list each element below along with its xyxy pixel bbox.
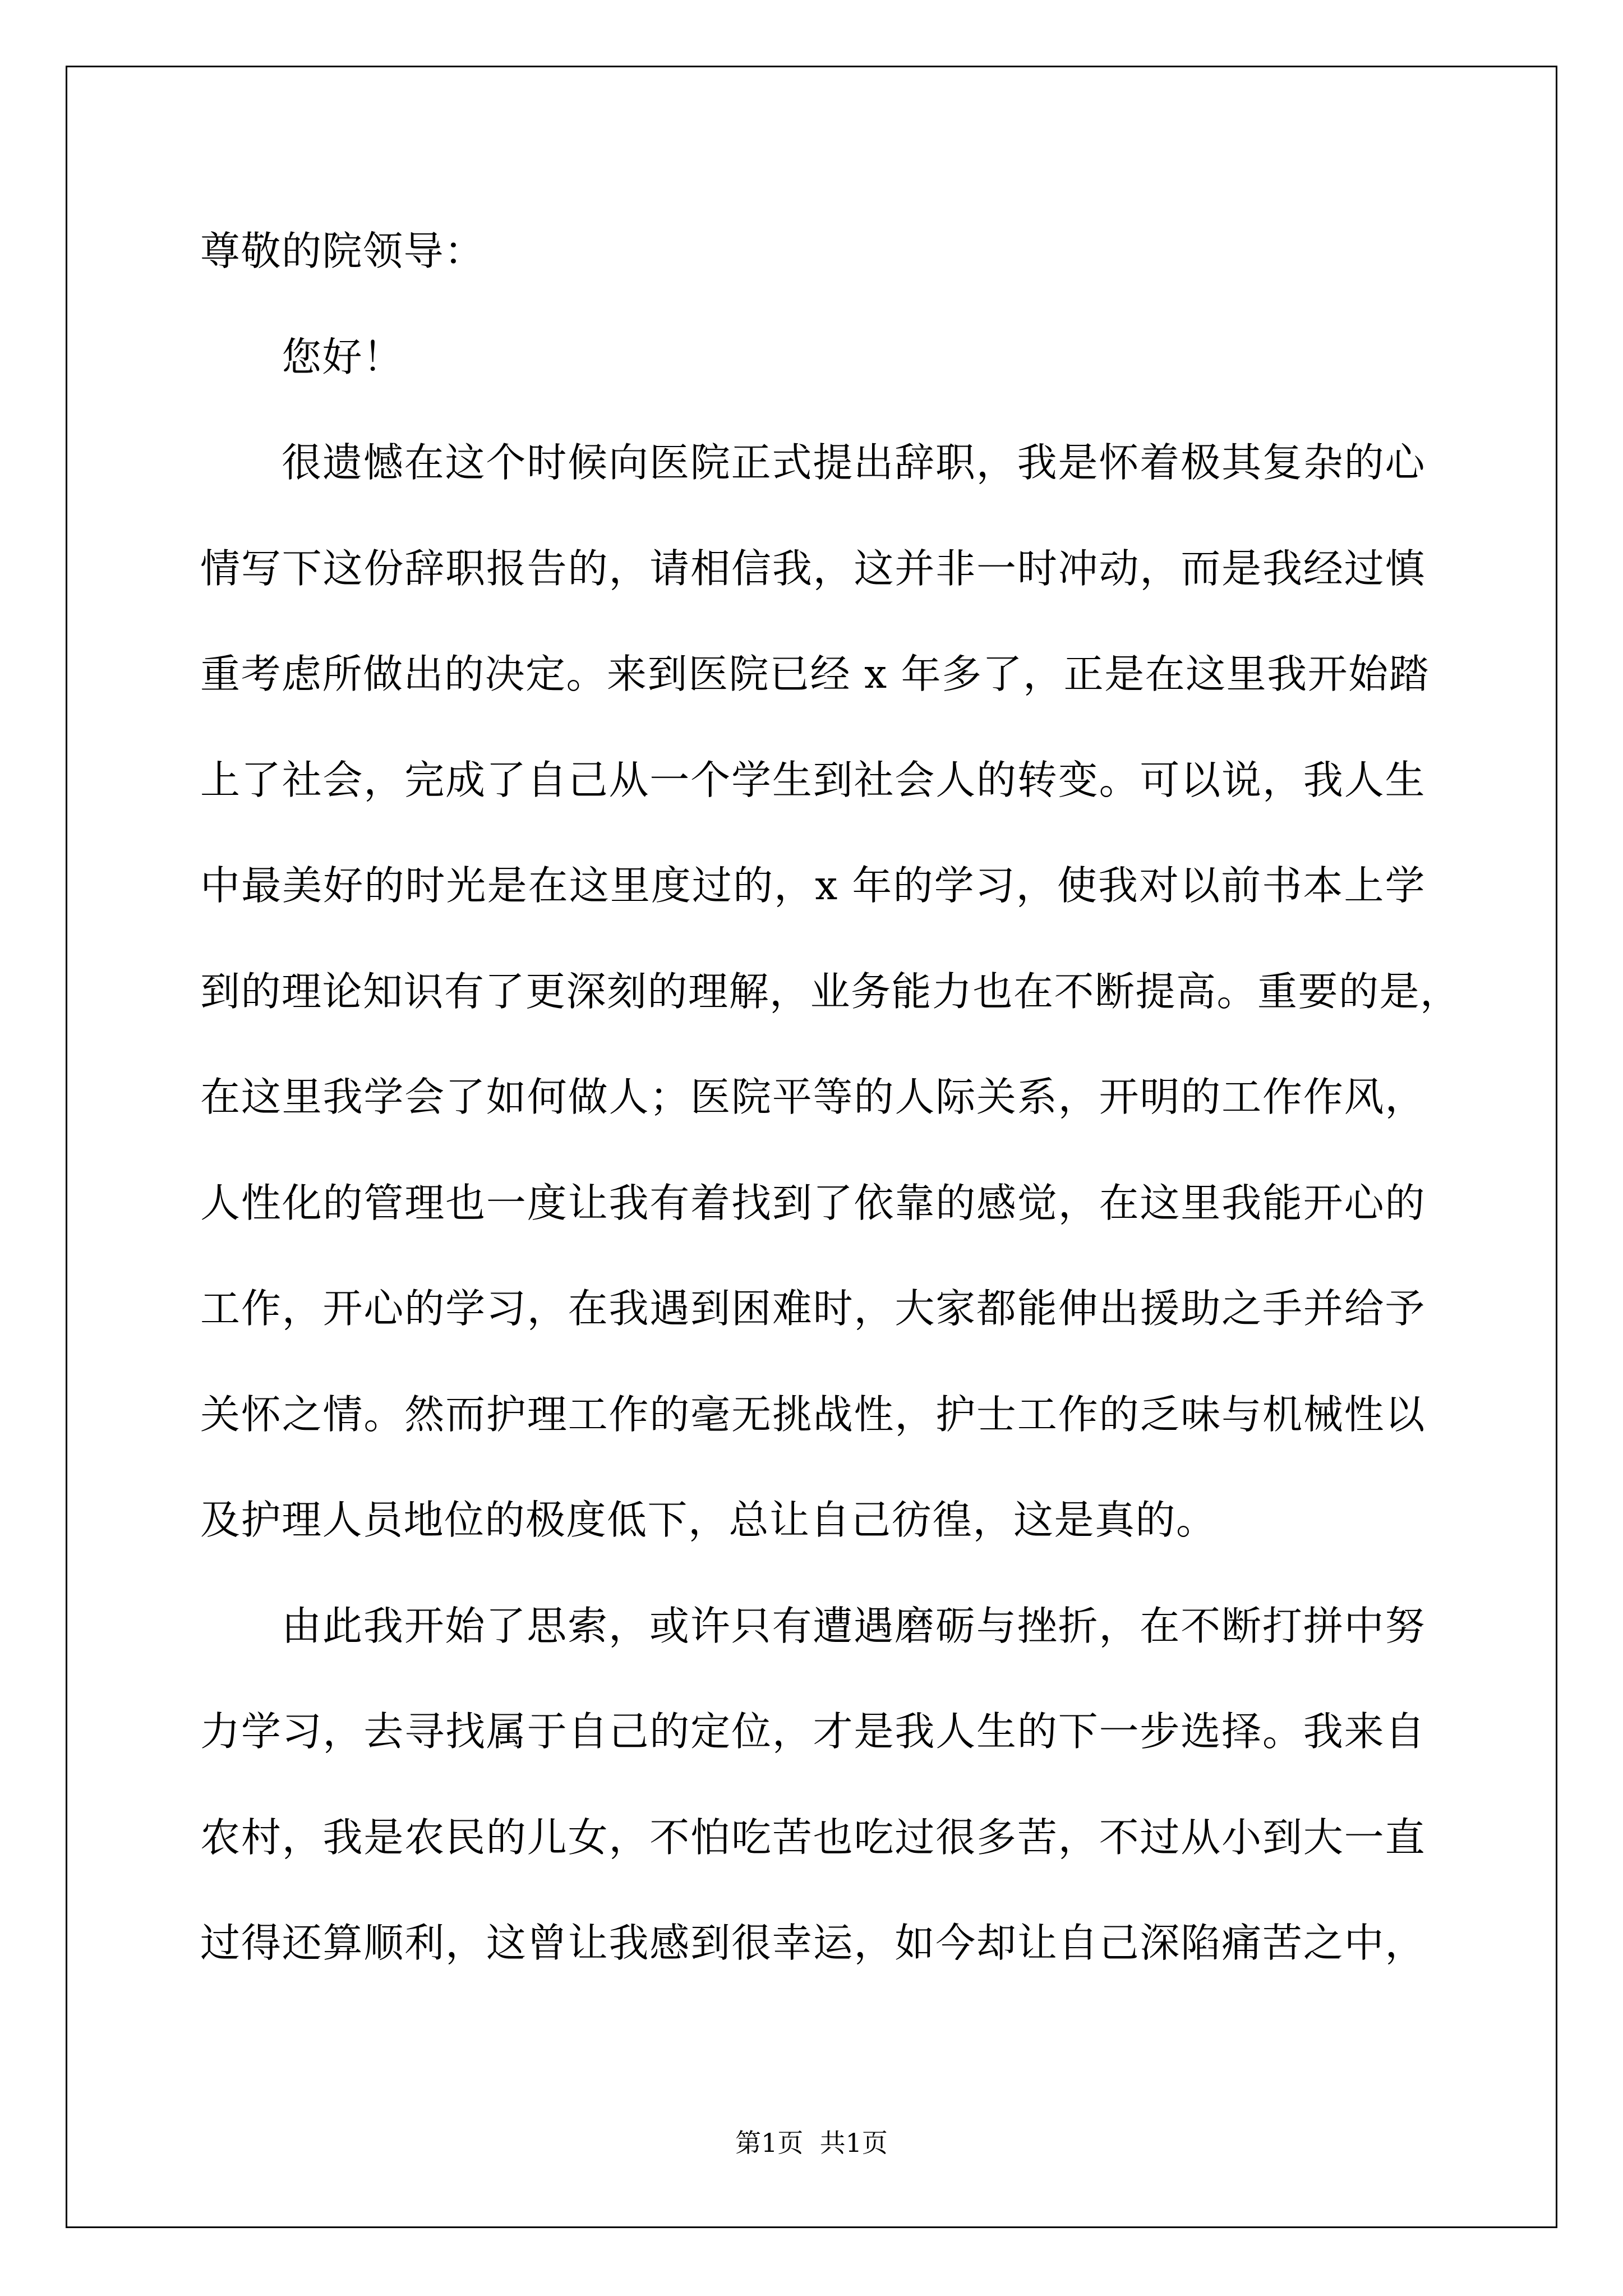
paragraph-line: 及护理人员地位的极度低下，总让自己彷徨，这是真的。: [200, 1497, 1217, 1543]
paragraph-line: 在这里我学会了如何做人；医院平等的人际关系，开明的工作作风，: [200, 1074, 1426, 1120]
paragraph: [200, 410, 1461, 1573]
paragraph: [200, 1573, 1426, 1996]
letter-body: [200, 199, 1461, 1996]
paragraph-line: 很遗憾在这个时候向医院正式提出辞职，我是怀着极其复杂的心: [282, 439, 1426, 486]
paragraph-line: 情写下这份辞职报告的，请相信我，这并非一时冲动，而是我经过慎: [200, 545, 1426, 592]
paragraph-line: 由此我开始了思索，或许只有遭遇磨砺与挫折，在不断打拼中努: [282, 1602, 1426, 1649]
paragraph-line: 上了社会，完成了自己从一个学生到社会人的转变。可以说，我人生: [200, 756, 1426, 803]
salutation: 尊敬的院领导：: [200, 228, 485, 274]
page-number-footer: 第1页 共1页: [735, 2128, 888, 2158]
paragraph-line: 中最美好的时光是在这里度过的，x 年的学习，使我对以前书本上学: [200, 862, 1426, 909]
paragraph-line: 人性化的管理也一度让我有着找到了依靠的感觉，在这里我能开心的: [200, 1179, 1426, 1226]
paragraph-line: 力学习，去寻找属于自己的定位，才是我人生的下一步选择。我来自: [200, 1708, 1426, 1755]
greeting: 您好！: [282, 333, 404, 380]
paragraph-line: 到的理论知识有了更深刻的理解，业务能力也在不断提高。重要的是，: [200, 968, 1461, 1015]
paragraph-line: 工作，开心的学习，在我遇到困难时，大家都能伸出援助之手并给予: [200, 1285, 1426, 1332]
paragraph-line: 农村，我是农民的儿女，不怕吃苦也吃过很多苦，不过从小到大一直: [200, 1814, 1426, 1861]
paragraph-line: 过得还算顺利，这曾让我感到很幸运，如今却让自己深陷痛苦之中，: [200, 1920, 1426, 1966]
paragraph-line: 关怀之情。然而护理工作的毫无挑战性，护士工作的乏味与机械性以: [200, 1391, 1426, 1438]
paragraph-line: 重考虑所做出的决定。来到医院已经 x 年多了，正是在这里我开始踏: [200, 651, 1430, 697]
